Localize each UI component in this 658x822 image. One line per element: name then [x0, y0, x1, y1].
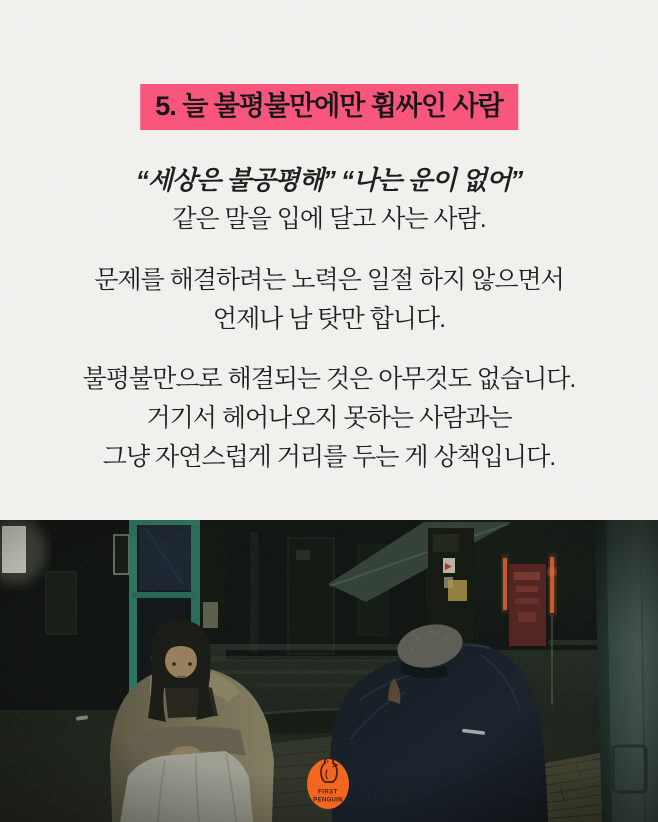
paragraph-3 — [0, 360, 658, 477]
text-line: 문제를 해결하려는 노력은 일절 하지 않으면서 — [94, 266, 564, 294]
text-line: 거기서 헤어나오지 못하는 사람과는 — [146, 404, 512, 432]
night-street-illustration — [0, 520, 658, 822]
title-badge — [140, 84, 518, 130]
night-street-photo — [0, 520, 658, 822]
text-line: 불평불만으로 해결되는 것은 아무것도 없습니다. — [82, 365, 576, 393]
logo-text-line2: PENGUIN — [313, 797, 343, 804]
text-line: 그냥 자연스럽게 거리를 두는 게 상책입니다. — [102, 443, 556, 471]
text-line: 언제나 남 탓만 합니다. — [212, 305, 446, 333]
paragraph-2 — [0, 261, 658, 339]
quote-line: “세상은 불공평해” “나는 운이 없어” — [135, 165, 523, 195]
page-title: 5. 늘 불평불만에만 휩싸인 사람 — [155, 91, 503, 121]
logo-text-line1: FIRST — [318, 789, 338, 796]
text-line: 같은 말을 입에 달고 사는 사람. — [172, 205, 486, 233]
paragraph-1 — [0, 161, 658, 239]
